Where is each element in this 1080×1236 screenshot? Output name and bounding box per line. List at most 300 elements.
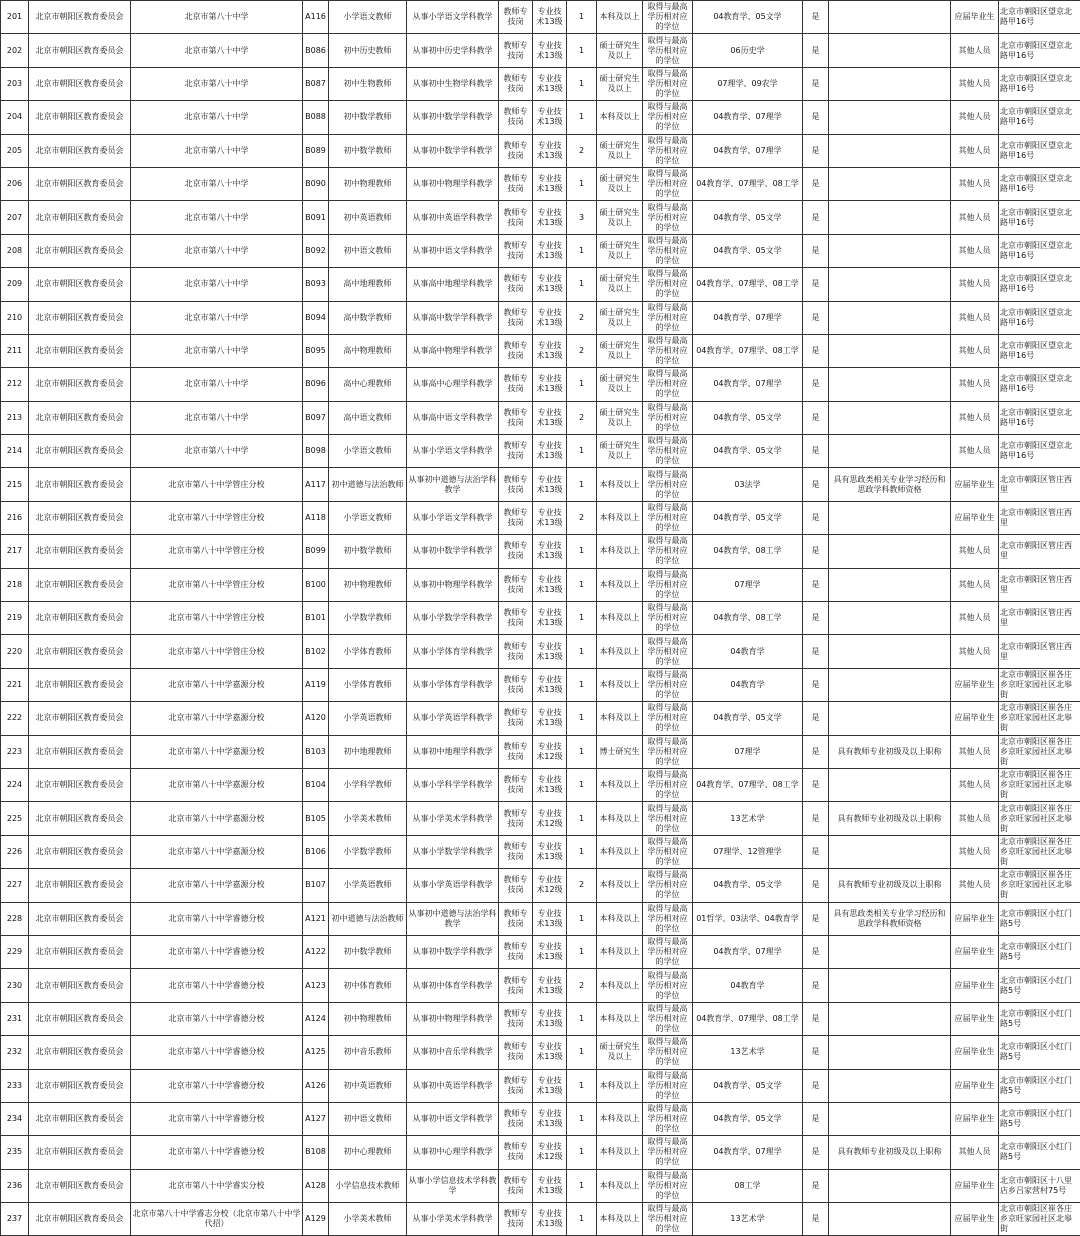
position-category-cell: 教师专技岗 [499,435,533,468]
headcount-cell: 1 [567,167,597,200]
employer-cell: 北京市第八十中学嘉源分校 [131,802,303,835]
serial-cell: 221 [1,668,29,701]
serial-cell: 231 [1,1002,29,1035]
table-row [1,1203,1080,1236]
degree-cell: 取得与最高学历相对应的学位 [643,501,693,534]
employer-cell: 北京市第八十中学 [131,201,303,234]
position-name-cell: 高中心理教师 [329,368,407,401]
applicant-type-cell: 应届毕业生 [951,1036,999,1069]
employer-cell: 北京市第八十中学睿实分校 [131,1169,303,1202]
position-category-cell: 教师专技岗 [499,1002,533,1035]
table-row [1,134,1080,167]
address-cell: 北京市朝阳区望京北路甲16号 [999,334,1080,367]
position-level-cell: 专业技术13级 [533,635,567,668]
applicant-type-cell: 其他人员 [951,802,999,835]
address-cell: 北京市朝阳区望京北路甲16号 [999,134,1080,167]
beijing-hukou-cell: 是 [803,1069,829,1102]
degree-cell: 取得与最高学历相对应的学位 [643,768,693,801]
other-requirements-cell [829,334,951,367]
applicant-type-cell: 其他人员 [951,234,999,267]
position-category-cell: 教师专技岗 [499,67,533,100]
applicant-type-cell: 其他人员 [951,368,999,401]
department-cell: 北京市朝阳区教育委员会 [29,401,131,434]
position-code-cell: B089 [303,134,329,167]
education-cell: 本科及以上 [597,501,643,534]
department-cell: 北京市朝阳区教育委员会 [29,34,131,67]
duty-cell: 从事初中数学学科教学 [407,134,499,167]
table-row [1,301,1080,334]
department-cell: 北京市朝阳区教育委员会 [29,835,131,868]
beijing-hukou-cell: 是 [803,234,829,267]
department-cell: 北京市朝阳区教育委员会 [29,535,131,568]
position-level-cell: 专业技术13级 [533,334,567,367]
headcount-cell: 1 [567,268,597,301]
table-row [1,635,1080,668]
address-cell: 北京市朝阳区十八里店乡吕家营村75号 [999,1169,1080,1202]
degree-cell: 取得与最高学历相对应的学位 [643,902,693,935]
major-cell: 04教育学、07理学 [693,134,803,167]
other-requirements-cell [829,1069,951,1102]
education-cell: 本科及以上 [597,635,643,668]
applicant-type-cell: 其他人员 [951,602,999,635]
address-cell: 北京市朝阳区管庄西里 [999,501,1080,534]
applicant-type-cell: 应届毕业生 [951,668,999,701]
position-name-cell: 初中物理教师 [329,568,407,601]
other-requirements-cell [829,234,951,267]
major-cell: 04教育学、07理学 [693,368,803,401]
degree-cell: 取得与最高学历相对应的学位 [643,101,693,134]
employer-cell: 北京市第八十中学睿德分校 [131,1136,303,1169]
beijing-hukou-cell: 是 [803,435,829,468]
department-cell: 北京市朝阳区教育委员会 [29,101,131,134]
degree-cell: 取得与最高学历相对应的学位 [643,1036,693,1069]
duty-cell: 从事初中体育学科教学 [407,969,499,1002]
beijing-hukou-cell: 是 [803,134,829,167]
table-row [1,167,1080,200]
other-requirements-cell [829,201,951,234]
education-cell: 硕士研究生及以上 [597,234,643,267]
education-cell: 硕士研究生及以上 [597,67,643,100]
applicant-type-cell: 应届毕业生 [951,935,999,968]
table-row [1,1069,1080,1102]
position-name-cell: 小学语文教师 [329,1,407,34]
beijing-hukou-cell: 是 [803,468,829,501]
education-cell: 本科及以上 [597,535,643,568]
employer-cell: 北京市第八十中学 [131,334,303,367]
other-requirements-cell [829,1203,951,1236]
position-level-cell: 专业技术12级 [533,802,567,835]
serial-cell: 223 [1,735,29,768]
position-category-cell: 教师专技岗 [499,334,533,367]
position-code-cell: B088 [303,101,329,134]
serial-cell: 204 [1,101,29,134]
position-code-cell: B106 [303,835,329,868]
other-requirements-cell: 具有教师专业初级及以上职称 [829,735,951,768]
education-cell: 硕士研究生及以上 [597,301,643,334]
beijing-hukou-cell: 是 [803,1036,829,1069]
headcount-cell: 2 [567,869,597,902]
employer-cell: 北京市第八十中学嘉源分校 [131,869,303,902]
other-requirements-cell [829,668,951,701]
position-category-cell: 教师专技岗 [499,1069,533,1102]
education-cell: 硕士研究生及以上 [597,1036,643,1069]
position-code-cell: A116 [303,1,329,34]
serial-cell: 237 [1,1203,29,1236]
position-code-cell: A124 [303,1002,329,1035]
position-level-cell: 专业技术13级 [533,167,567,200]
address-cell: 北京市朝阳区小红门路5号 [999,1036,1080,1069]
education-cell: 本科及以上 [597,869,643,902]
table-row [1,735,1080,768]
position-name-cell: 初中数学教师 [329,134,407,167]
position-category-cell: 教师专技岗 [499,635,533,668]
applicant-type-cell: 其他人员 [951,735,999,768]
beijing-hukou-cell: 是 [803,268,829,301]
duty-cell: 从事小学信息技术学科教学 [407,1169,499,1202]
position-category-cell: 教师专技岗 [499,301,533,334]
headcount-cell: 1 [567,802,597,835]
position-code-cell: A122 [303,935,329,968]
position-category-cell: 教师专技岗 [499,535,533,568]
duty-cell: 从事小学英语学科教学 [407,702,499,735]
other-requirements-cell [829,1102,951,1135]
major-cell: 04教育学、08工学 [693,602,803,635]
headcount-cell: 1 [567,1002,597,1035]
employer-cell: 北京市第八十中学 [131,401,303,434]
other-requirements-cell [829,268,951,301]
major-cell: 04教育学、07理学、08工学 [693,768,803,801]
other-requirements-cell [829,535,951,568]
education-cell: 本科及以上 [597,935,643,968]
beijing-hukou-cell: 是 [803,835,829,868]
position-name-cell: 初中心理教师 [329,1136,407,1169]
major-cell: 07理学 [693,735,803,768]
degree-cell: 取得与最高学历相对应的学位 [643,368,693,401]
position-name-cell: 高中语文教师 [329,401,407,434]
education-cell: 本科及以上 [597,568,643,601]
headcount-cell: 1 [567,602,597,635]
position-code-cell: A119 [303,668,329,701]
serial-cell: 217 [1,535,29,568]
address-cell: 北京市朝阳区小红门路5号 [999,1102,1080,1135]
position-category-cell: 教师专技岗 [499,268,533,301]
serial-cell: 203 [1,67,29,100]
address-cell: 北京市朝阳区望京北路甲16号 [999,101,1080,134]
department-cell: 北京市朝阳区教育委员会 [29,268,131,301]
applicant-type-cell: 应届毕业生 [951,902,999,935]
headcount-cell: 3 [567,201,597,234]
beijing-hukou-cell: 是 [803,368,829,401]
degree-cell: 取得与最高学历相对应的学位 [643,1002,693,1035]
employer-cell: 北京市第八十中学 [131,134,303,167]
degree-cell: 取得与最高学历相对应的学位 [643,1069,693,1102]
education-cell: 硕士研究生及以上 [597,134,643,167]
serial-cell: 236 [1,1169,29,1202]
degree-cell: 取得与最高学历相对应的学位 [643,969,693,1002]
position-name-cell: 初中数学教师 [329,935,407,968]
major-cell: 01哲学、03法学、04教育学 [693,902,803,935]
position-code-cell: B105 [303,802,329,835]
position-name-cell: 小学美术教师 [329,802,407,835]
education-cell: 本科及以上 [597,1102,643,1135]
duty-cell: 从事初中心理学科教学 [407,1136,499,1169]
position-code-cell: B100 [303,568,329,601]
duty-cell: 从事高中物理学科教学 [407,334,499,367]
serial-cell: 201 [1,1,29,34]
duty-cell: 从事小学数学学科教学 [407,602,499,635]
table-row [1,768,1080,801]
department-cell: 北京市朝阳区教育委员会 [29,1069,131,1102]
beijing-hukou-cell: 是 [803,902,829,935]
address-cell: 北京市朝阳区小红门路5号 [999,1069,1080,1102]
position-code-cell: B104 [303,768,329,801]
position-name-cell: 初中英语教师 [329,1069,407,1102]
position-level-cell: 专业技术13级 [533,435,567,468]
address-cell: 北京市朝阳区小红门路5号 [999,902,1080,935]
table-row [1,435,1080,468]
duty-cell: 从事初中道德与法治学科教学 [407,468,499,501]
applicant-type-cell: 其他人员 [951,101,999,134]
serial-cell: 208 [1,234,29,267]
position-code-cell: B091 [303,201,329,234]
table-row [1,1036,1080,1069]
position-name-cell: 初中数学教师 [329,535,407,568]
department-cell: 北京市朝阳区教育委员会 [29,234,131,267]
other-requirements-cell [829,167,951,200]
other-requirements-cell [829,501,951,534]
position-name-cell: 小学美术教师 [329,1203,407,1236]
education-cell: 本科及以上 [597,602,643,635]
address-cell: 北京市朝阳区望京北路甲16号 [999,201,1080,234]
education-cell: 本科及以上 [597,668,643,701]
employer-cell: 北京市第八十中学管庄分校 [131,635,303,668]
headcount-cell: 1 [567,568,597,601]
employer-cell: 北京市第八十中学嘉源分校 [131,668,303,701]
education-cell: 本科及以上 [597,468,643,501]
department-cell: 北京市朝阳区教育委员会 [29,735,131,768]
serial-cell: 213 [1,401,29,434]
applicant-type-cell: 其他人员 [951,635,999,668]
degree-cell: 取得与最高学历相对应的学位 [643,802,693,835]
position-category-cell: 教师专技岗 [499,134,533,167]
position-name-cell: 小学英语教师 [329,702,407,735]
department-cell: 北京市朝阳区教育委员会 [29,1002,131,1035]
duty-cell: 从事高中语文学科教学 [407,401,499,434]
employer-cell: 北京市第八十中学管庄分校 [131,568,303,601]
department-cell: 北京市朝阳区教育委员会 [29,201,131,234]
applicant-type-cell: 其他人员 [951,334,999,367]
position-category-cell: 教师专技岗 [499,702,533,735]
serial-cell: 228 [1,902,29,935]
department-cell: 北京市朝阳区教育委员会 [29,501,131,534]
position-level-cell: 专业技术13级 [533,368,567,401]
table-row [1,368,1080,401]
serial-cell: 232 [1,1036,29,1069]
employer-cell: 北京市第八十中学 [131,268,303,301]
serial-cell: 225 [1,802,29,835]
duty-cell: 从事小学美术学科教学 [407,802,499,835]
position-category-cell: 教师专技岗 [499,802,533,835]
position-level-cell: 专业技术13级 [533,268,567,301]
employer-cell: 北京市第八十中学嘉源分校 [131,835,303,868]
department-cell: 北京市朝阳区教育委员会 [29,1036,131,1069]
position-level-cell: 专业技术13级 [533,668,567,701]
headcount-cell: 2 [567,501,597,534]
other-requirements-cell [829,568,951,601]
address-cell: 北京市朝阳区望京北路甲16号 [999,167,1080,200]
major-cell: 03法学 [693,468,803,501]
headcount-cell: 1 [567,368,597,401]
position-level-cell: 专业技术13级 [533,468,567,501]
employer-cell: 北京市第八十中学睿德分校 [131,1069,303,1102]
serial-cell: 235 [1,1136,29,1169]
education-cell: 本科及以上 [597,1069,643,1102]
table-row [1,535,1080,568]
serial-cell: 219 [1,602,29,635]
position-code-cell: B095 [303,334,329,367]
beijing-hukou-cell: 是 [803,1102,829,1135]
employer-cell: 北京市第八十中学睿德分校 [131,1002,303,1035]
table-row [1,702,1080,735]
position-name-cell: 初中体育教师 [329,969,407,1002]
table-row [1,1169,1080,1202]
headcount-cell: 1 [567,101,597,134]
degree-cell: 取得与最高学历相对应的学位 [643,334,693,367]
department-cell: 北京市朝阳区教育委员会 [29,1,131,34]
position-level-cell: 专业技术13级 [533,935,567,968]
position-level-cell: 专业技术13级 [533,1036,567,1069]
serial-cell: 220 [1,635,29,668]
duty-cell: 从事小学语文学科教学 [407,435,499,468]
headcount-cell: 1 [567,668,597,701]
position-category-cell: 教师专技岗 [499,368,533,401]
position-level-cell: 专业技术13级 [533,535,567,568]
position-name-cell: 小学体育教师 [329,635,407,668]
department-cell: 北京市朝阳区教育委员会 [29,1136,131,1169]
table-row [1,1102,1080,1135]
address-cell: 北京市朝阳区望京北路甲16号 [999,301,1080,334]
headcount-cell: 2 [567,301,597,334]
position-category-cell: 教师专技岗 [499,1136,533,1169]
department-cell: 北京市朝阳区教育委员会 [29,602,131,635]
major-cell: 04教育学、05文学 [693,1069,803,1102]
education-cell: 本科及以上 [597,1,643,34]
applicant-type-cell: 其他人员 [951,1136,999,1169]
table-body [1,1,1080,1236]
serial-cell: 202 [1,34,29,67]
duty-cell: 从事初中物理学科教学 [407,1002,499,1035]
serial-cell: 214 [1,435,29,468]
position-level-cell: 专业技术13级 [533,1203,567,1236]
major-cell: 04教育学、05文学 [693,234,803,267]
education-cell: 硕士研究生及以上 [597,368,643,401]
applicant-type-cell: 其他人员 [951,568,999,601]
beijing-hukou-cell: 是 [803,34,829,67]
position-level-cell: 专业技术13级 [533,568,567,601]
department-cell: 北京市朝阳区教育委员会 [29,167,131,200]
table-row [1,401,1080,434]
address-cell: 北京市朝阳区崔各庄乡京旺家园社区北皋街 [999,768,1080,801]
degree-cell: 取得与最高学历相对应的学位 [643,301,693,334]
applicant-type-cell: 其他人员 [951,535,999,568]
serial-cell: 226 [1,835,29,868]
serial-cell: 229 [1,935,29,968]
position-level-cell: 专业技术13级 [533,301,567,334]
table-row [1,668,1080,701]
degree-cell: 取得与最高学历相对应的学位 [643,1203,693,1236]
position-code-cell: B096 [303,368,329,401]
position-name-cell: 高中物理教师 [329,334,407,367]
major-cell: 04教育学、08工学 [693,535,803,568]
major-cell: 07理学、09农学 [693,67,803,100]
position-name-cell: 高中地理教师 [329,268,407,301]
department-cell: 北京市朝阳区教育委员会 [29,902,131,935]
employer-cell: 北京市第八十中学睿德分校 [131,969,303,1002]
position-code-cell: B103 [303,735,329,768]
position-name-cell: 初中历史教师 [329,34,407,67]
major-cell: 13艺术学 [693,1203,803,1236]
duty-cell: 从事小学英语学科教学 [407,869,499,902]
position-code-cell: B093 [303,268,329,301]
position-level-cell: 专业技术13级 [533,201,567,234]
position-name-cell: 初中生物教师 [329,67,407,100]
table-row [1,234,1080,267]
duty-cell: 从事初中物理学科教学 [407,167,499,200]
serial-cell: 206 [1,167,29,200]
address-cell: 北京市朝阳区崔各庄乡京旺家园社区北皋街 [999,802,1080,835]
employer-cell: 北京市第八十中学 [131,67,303,100]
serial-cell: 210 [1,301,29,334]
beijing-hukou-cell: 是 [803,969,829,1002]
applicant-type-cell: 其他人员 [951,67,999,100]
table-row [1,1136,1080,1169]
duty-cell: 从事小学美术学科教学 [407,1203,499,1236]
position-name-cell: 初中语文教师 [329,234,407,267]
table-row [1,835,1080,868]
education-cell: 本科及以上 [597,902,643,935]
employer-cell: 北京市第八十中学 [131,301,303,334]
other-requirements-cell [829,768,951,801]
other-requirements-cell [829,401,951,434]
position-code-cell: B087 [303,67,329,100]
position-level-cell: 专业技术13级 [533,902,567,935]
education-cell: 本科及以上 [597,1002,643,1035]
position-name-cell: 初中音乐教师 [329,1036,407,1069]
position-code-cell: A127 [303,1102,329,1135]
other-requirements-cell [829,1002,951,1035]
position-category-cell: 教师专技岗 [499,902,533,935]
address-cell: 北京市朝阳区管庄西里 [999,535,1080,568]
table-row [1,1002,1080,1035]
degree-cell: 取得与最高学历相对应的学位 [643,668,693,701]
position-code-cell: B102 [303,635,329,668]
beijing-hukou-cell: 是 [803,501,829,534]
headcount-cell: 1 [567,1203,597,1236]
beijing-hukou-cell: 是 [803,301,829,334]
duty-cell: 从事初中英语学科教学 [407,1069,499,1102]
headcount-cell: 1 [567,34,597,67]
serial-cell: 207 [1,201,29,234]
address-cell: 北京市朝阳区望京北路甲16号 [999,368,1080,401]
other-requirements-cell [829,935,951,968]
table-row [1,334,1080,367]
degree-cell: 取得与最高学历相对应的学位 [643,1169,693,1202]
duty-cell: 从事小学体育学科教学 [407,635,499,668]
education-cell: 硕士研究生及以上 [597,401,643,434]
position-level-cell: 专业技术12级 [533,735,567,768]
education-cell: 硕士研究生及以上 [597,334,643,367]
headcount-cell: 2 [567,134,597,167]
